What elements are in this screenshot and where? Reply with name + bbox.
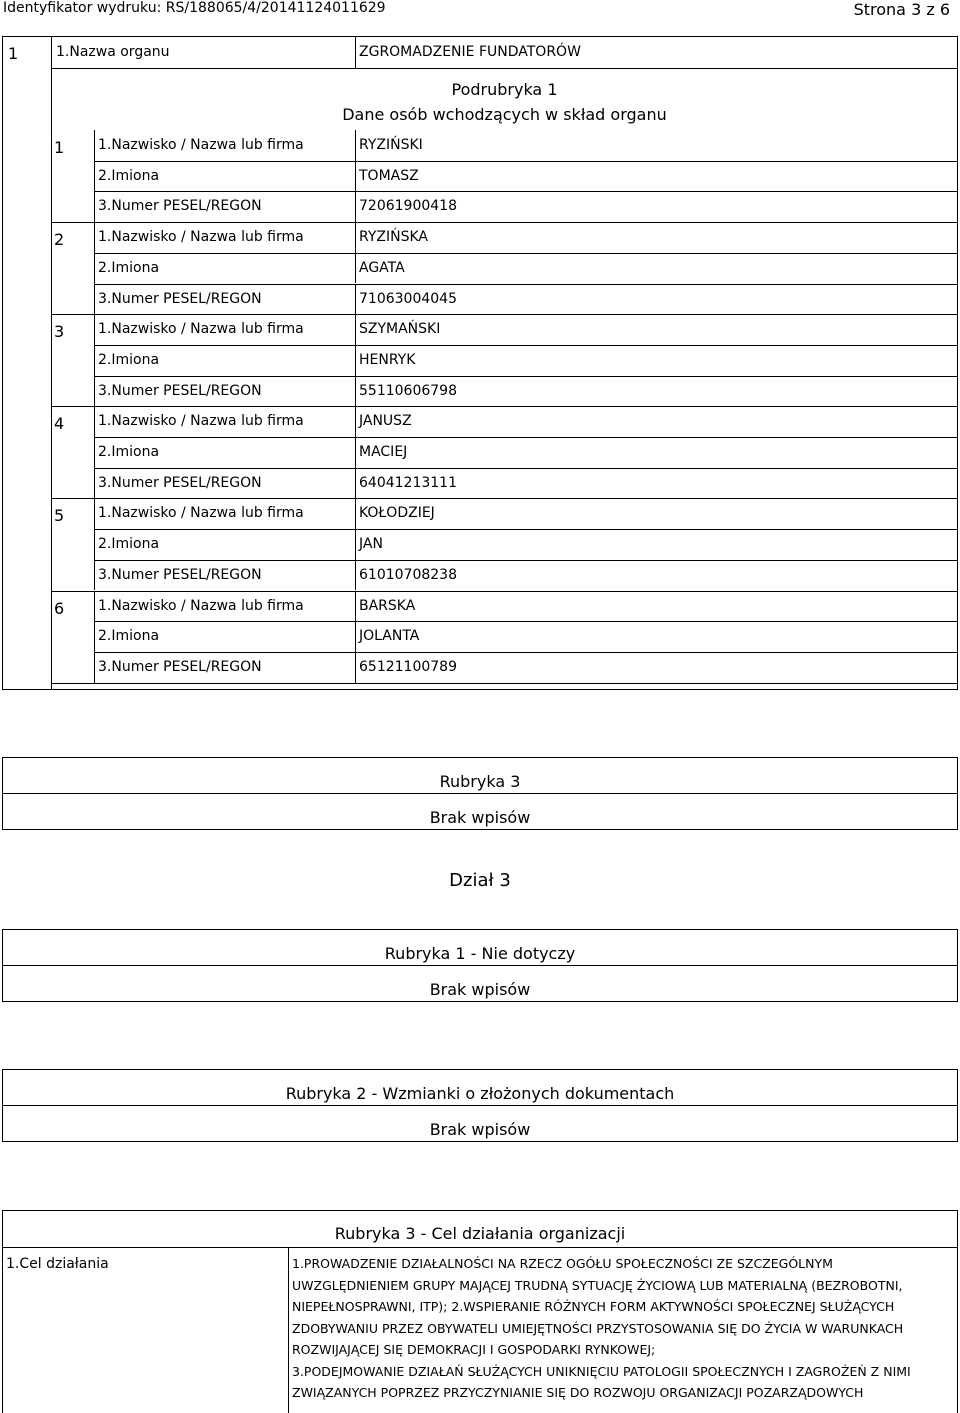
- member-pesel-value: 71063004045: [359, 290, 457, 307]
- subsection-subtitle: Dane osób wchodzących w skład organu: [342, 105, 667, 124]
- member-surname-value: RYZIŃSKA: [359, 229, 428, 246]
- organ-name-value: ZGROMADZENIE FUNDATORÓW: [359, 44, 581, 60]
- rubryka3-empty: Brak wpisów: [429, 808, 531, 827]
- member-pesel-value: 55110606798: [359, 382, 457, 399]
- member-pesel-label: 3.Numer PESEL/REGON: [98, 658, 262, 675]
- member-surname-value: JANUSZ: [359, 413, 412, 430]
- member-surname-value: BARSKA: [359, 597, 416, 614]
- rubryka3-title: Rubryka 3: [439, 772, 521, 791]
- member-pesel-label: 3.Numer PESEL/REGON: [98, 566, 262, 583]
- member-names-label: 2.Imiona: [98, 444, 160, 460]
- member-names-label: 2.Imiona: [98, 351, 160, 368]
- member-surname-label: 1.Nazwisko / Nazwa lub firma: [98, 505, 304, 522]
- dzial3-title: Dział 3: [449, 870, 511, 891]
- member-number: 2: [54, 230, 65, 250]
- cel-dzialania-line: 1.PROWADZENIE DZIAŁALNOŚCI NA RZECZ OGÓŁU SPOŁECZNOŚCI ZE SZCZEGÓLNYM: [292, 1256, 833, 1271]
- member-names-value: JOLANTA: [359, 628, 420, 645]
- member-number: 5: [54, 506, 65, 526]
- member-names-value: AGATA: [359, 259, 405, 276]
- cel-dzialania-label: 1.Cel działania: [6, 1256, 109, 1272]
- member-names-value: JAN: [359, 536, 383, 553]
- member-pesel-value: 61010708238: [359, 566, 457, 583]
- print-identifier: Identyfikator wydruku: RS/188065/4/20141124011629: [3, 0, 386, 16]
- page-number: Strona 3 z 6: [853, 0, 950, 19]
- dzial3-rub1-title: Rubryka 1 - Nie dotyczy: [384, 944, 576, 963]
- member-names-label: 2.Imiona: [98, 259, 160, 276]
- member-pesel-label: 3.Numer PESEL/REGON: [98, 382, 262, 399]
- member-surname-label: 1.Nazwisko / Nazwa lub firma: [98, 229, 304, 246]
- member-surname-label: 1.Nazwisko / Nazwa lub firma: [98, 597, 304, 614]
- cel-dzialania-line: ZDOBYWANIU PRZEZ OBYWATELI UMIEJĘTNOŚCI PRZYSTOSOWANIA SIĘ DO ŻYCIA W WARUNKACH: [292, 1320, 904, 1336]
- member-surname-value: KOŁODZIEJ: [359, 505, 435, 522]
- member-number: 4: [54, 414, 65, 434]
- dzial3-rub2-empty: Brak wpisów: [429, 1120, 531, 1139]
- member-pesel-label: 3.Numer PESEL/REGON: [98, 474, 262, 491]
- member-number: 6: [54, 598, 65, 618]
- subsection-title: Podrubryka 1: [451, 80, 558, 99]
- member-names-label: 2.Imiona: [98, 167, 160, 184]
- organ-name-label: 1.Nazwa organu: [56, 44, 170, 60]
- member-surname-label: 1.Nazwisko / Nazwa lub firma: [98, 137, 304, 153]
- member-surname-label: 1.Nazwisko / Nazwa lub firma: [98, 413, 304, 430]
- member-names-value: MACIEJ: [359, 444, 408, 460]
- cel-dzialania-line: ZWIĄZANYCH POPRZEZ PRZYCZYNIANIE SIĘ DO ROZWOJU ORGANIZACJI POZARZĄDOWYCH: [292, 1385, 864, 1400]
- cel-dzialania-line: 3.PODEJMOWANIE DZIAŁAŃ SŁUŻĄCYCH UNIKNIĘCIU PATOLOGII SPOŁECZNYCH I ZAGROŻEŃ Z NIMI: [292, 1363, 911, 1379]
- cel-dzialania-line: NIEPEŁNOSPRAWNI, ITP); 2.WSPIERANIE RÓŻNYCH FORM AKTYWNOŚCI SPOŁECZNEJ SŁUŻĄCYCH: [292, 1299, 895, 1314]
- member-surname-value: RYZIŃSKI: [359, 137, 423, 153]
- member-names-value: HENRYK: [359, 351, 416, 368]
- member-names-label: 2.Imiona: [98, 628, 160, 645]
- dzial3-rub3-title: Rubryka 3 - Cel działania organizacji: [334, 1224, 626, 1243]
- member-pesel-value: 65121100789: [359, 658, 457, 675]
- member-names-value: TOMASZ: [359, 167, 419, 184]
- dzial3-rub1-empty: Brak wpisów: [429, 980, 531, 999]
- member-names-label: 2.Imiona: [98, 536, 160, 553]
- member-number: 1: [54, 138, 65, 157]
- member-pesel-label: 3.Numer PESEL/REGON: [98, 290, 262, 307]
- member-pesel-value: 72061900418: [359, 198, 457, 215]
- cel-dzialania-line: ROZWIJAJĄCEJ SIĘ DEMOKRACJI I GOSPODARKI RYNKOWEJ;: [292, 1342, 656, 1357]
- cel-dzialania-line: UWZGLĘDNIENIEM GRUPY MAJĄCEJ TRUDNĄ SYTUACJĘ ŻYCIOWĄ LUB MATERIALNĄ (BEZROBOTNI,: [292, 1277, 903, 1293]
- member-surname-label: 1.Nazwisko / Nazwa lub firma: [98, 321, 304, 338]
- member-number: 3: [54, 322, 65, 342]
- organ-row-number: 1: [8, 44, 19, 63]
- member-surname-value: SZYMAŃSKI: [359, 321, 441, 338]
- member-pesel-label: 3.Numer PESEL/REGON: [98, 198, 262, 215]
- member-pesel-value: 64041213111: [359, 474, 457, 491]
- dzial3-rub2-title: Rubryka 2 - Wzmianki o złożonych dokumentach: [285, 1084, 675, 1103]
